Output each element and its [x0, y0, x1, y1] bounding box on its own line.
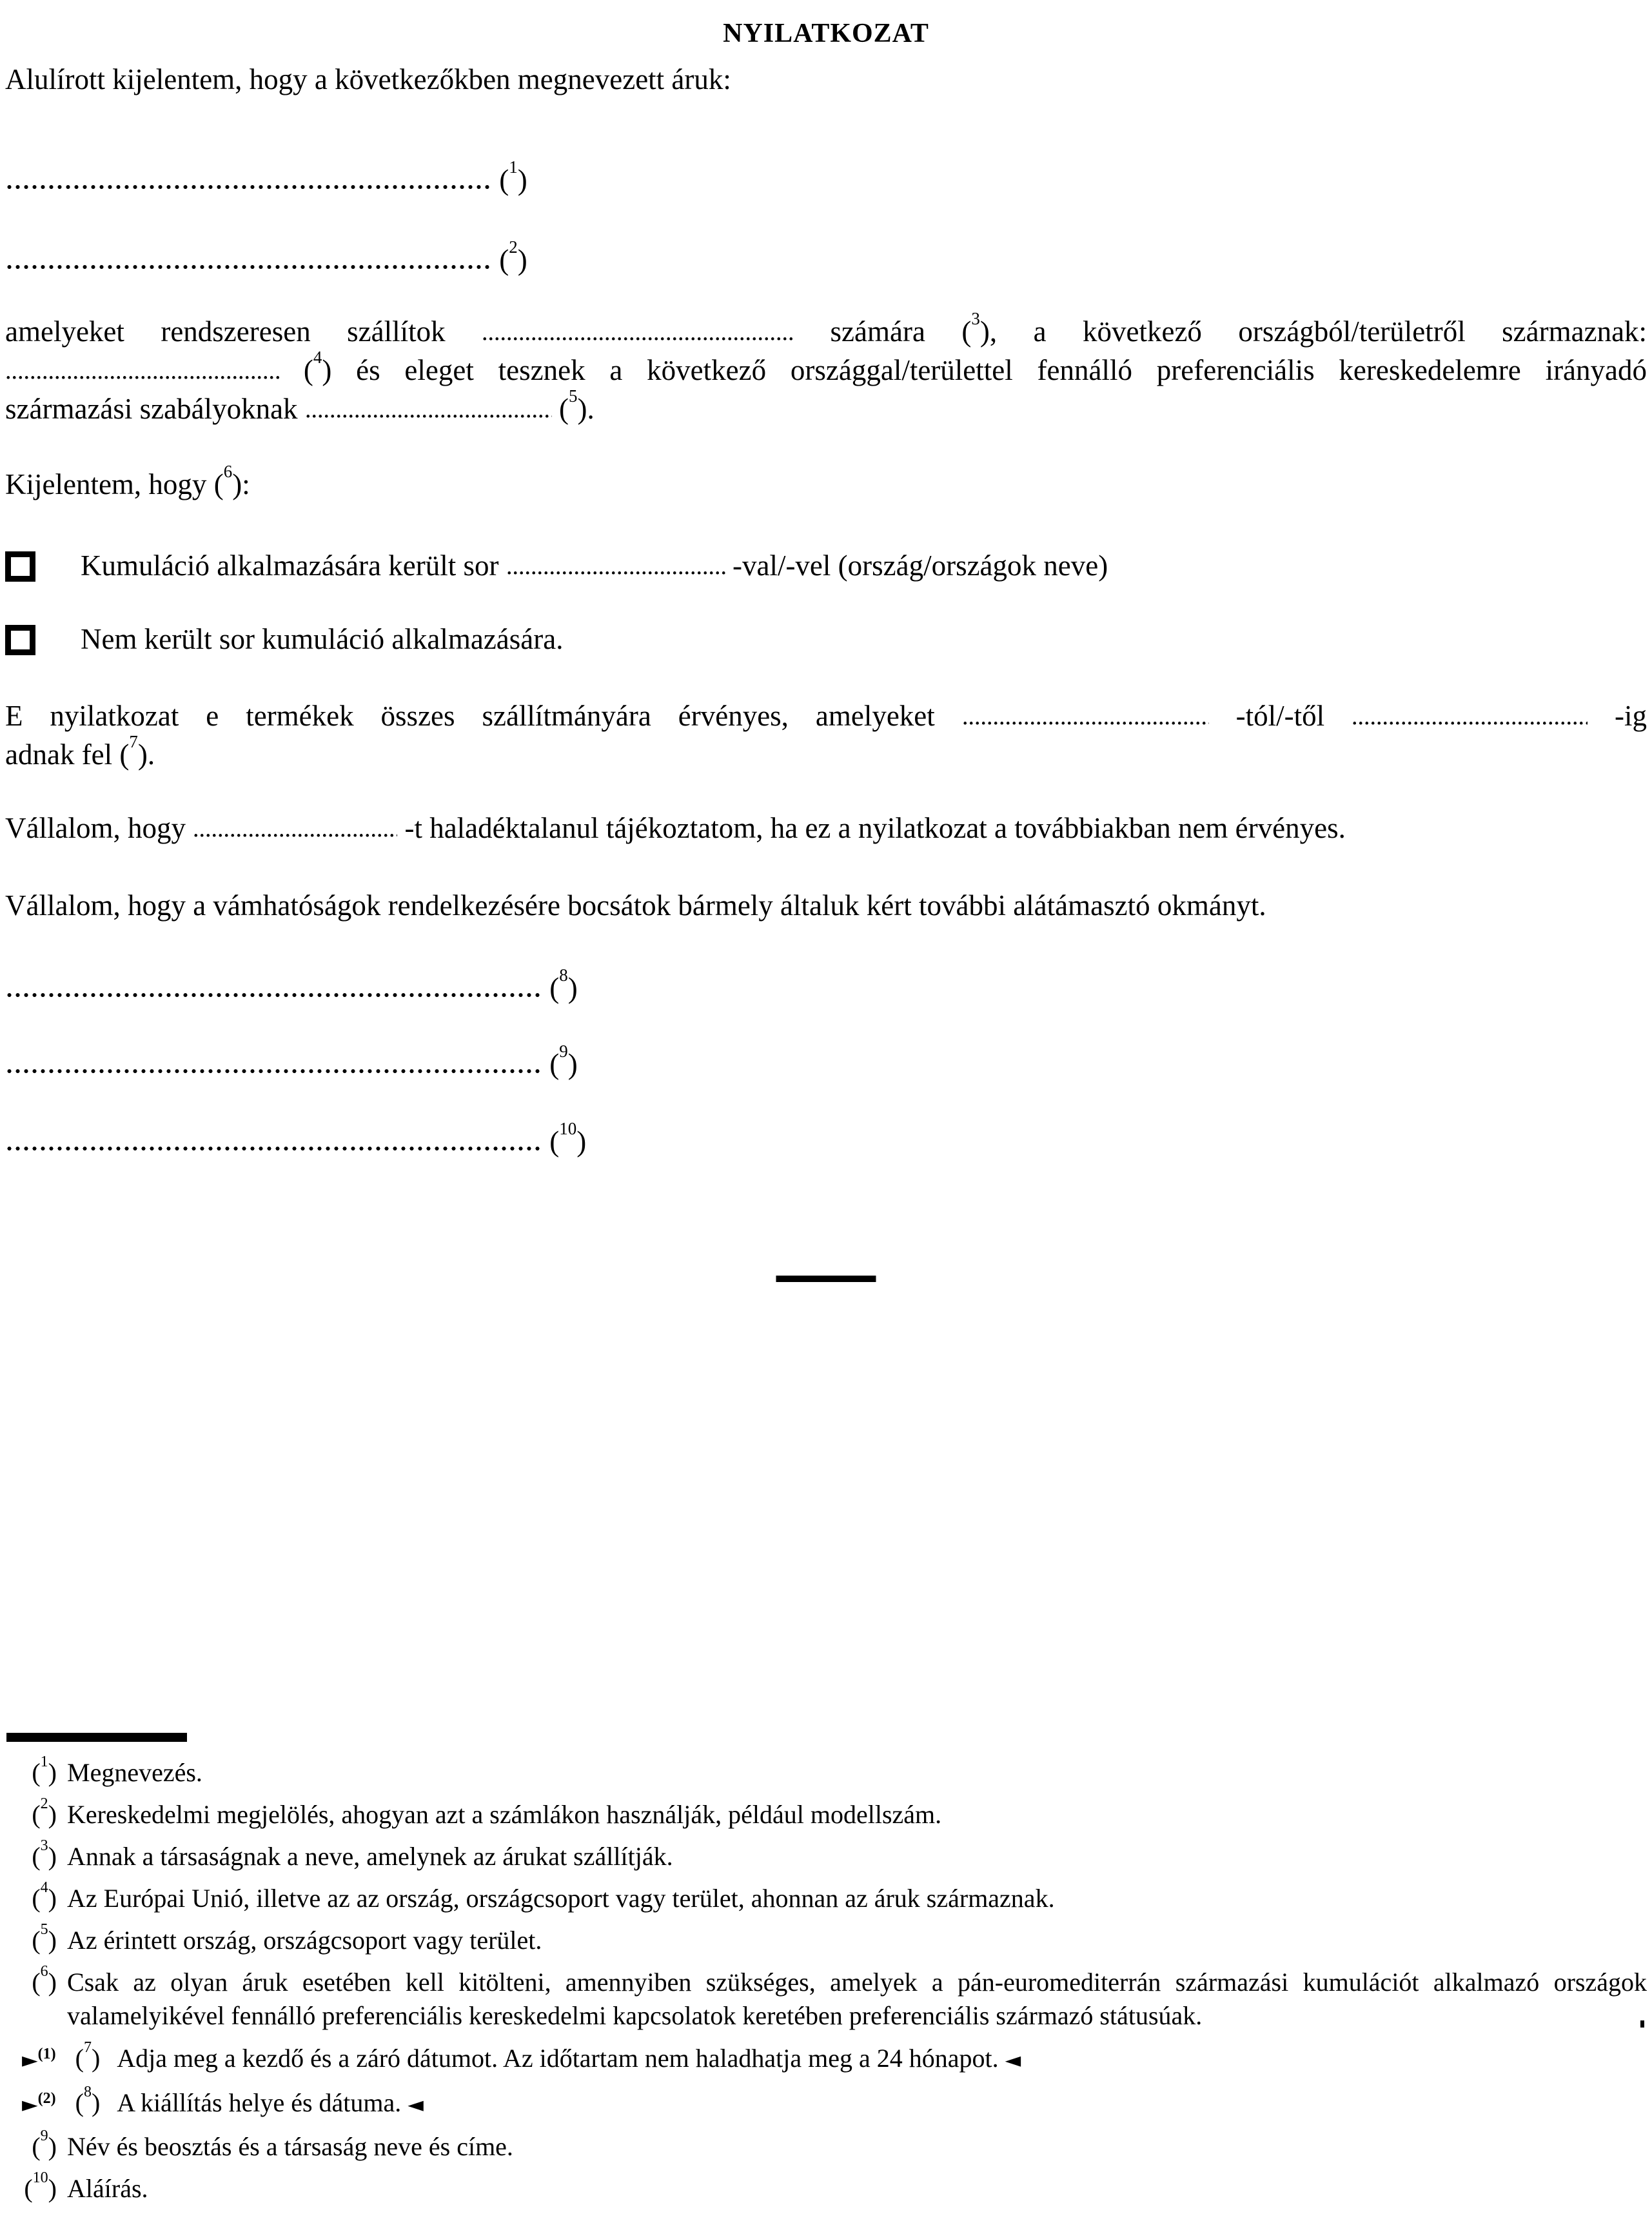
checkbox-cumulation-applied[interactable] [5, 551, 35, 582]
blank-line-2 [5, 237, 1647, 280]
amendment-number: (2) [37, 2089, 56, 2107]
validity-line-2-period: . [147, 738, 155, 771]
footnote-3 [5, 1837, 1647, 1873]
validity-from-suffix: -tól/-től [1235, 700, 1325, 732]
footnote-marker: ($^2$) [32, 1795, 57, 1829]
footnote-ref-7: ($^7$) [119, 731, 148, 771]
footnote-ref-8: ($^8$) [549, 965, 578, 1004]
footnote-marker: ($^{10}$) [24, 2169, 57, 2203]
undertaking-notify-post: -t haladéktalanul tájékoztatom, ha ez a nyilatkozat a továbbiakban nem érvényes. [404, 812, 1346, 844]
footnote-marker: ($^8$) [75, 2083, 101, 2117]
option-cumulation-post: -val/-vel (ország/országok neve) [732, 549, 1108, 582]
option-row-cumulation [5, 547, 1647, 584]
supply-line-2 [5, 347, 1647, 390]
dotted-blank-field[interactable] [962, 720, 1209, 726]
dotted-blank-field[interactable] [5, 183, 492, 190]
supply-line-3 [5, 386, 1647, 428]
footnote-text: Név és beosztás és a társaság neve és címe. [67, 2132, 513, 2161]
footnote-text: Annak a társaságnak a neve, amelynek az árukat szállítják. [67, 1842, 673, 1871]
undertaking-notify-pre: Vállalom, hogy [5, 812, 186, 844]
footnote-text: Az Európai Unió, illetve az az ország, országcsoport vagy terület, ahonnan az áruk származnak. [67, 1884, 1055, 1913]
supply-line-3-pre: származási szabályoknak [5, 393, 298, 425]
footnote-marker: ($^4$) [32, 1879, 57, 1913]
footnote-list [5, 1753, 1647, 2206]
option-row-no-cumulation [5, 620, 1647, 658]
footnote-ref-9: ($^9$) [549, 1041, 578, 1080]
blank-line-10 [5, 1118, 1647, 1161]
footnote-text: Megnevezés. [67, 1758, 202, 1787]
footnote-8 [5, 2083, 1647, 2122]
footnote-marker: ($^5$) [32, 1920, 57, 1955]
undertaking-notify [5, 809, 1647, 847]
dotted-blank-field[interactable] [482, 335, 794, 341]
dotted-blank-field[interactable] [5, 374, 279, 380]
blank-line-9 [5, 1041, 1647, 1084]
supply-line-1-post: , a következő országból/területről származnak: [989, 315, 1647, 348]
option-no-cumulation-label: Nem került sor kumuláció alkalmazására. [81, 623, 564, 655]
footnote-ref-10: ($^{10}$) [549, 1118, 587, 1158]
footnote-text: Kereskedelmi megjelölés, ahogyan azt a számlákon használják, például modellszám. [67, 1800, 942, 1829]
dotted-blank-field[interactable] [5, 1067, 542, 1074]
page-title: NYILATKOZAT [723, 19, 929, 48]
footnote-marker: ($^1$) [32, 1753, 57, 1787]
footnote-7 [5, 2038, 1647, 2077]
intro-paragraph: Alulírott kijelentem, hogy a következőkben megnevezett áruk: [5, 63, 731, 95]
declaration-intro-colon: : [242, 468, 250, 500]
footnote-4 [5, 1879, 1647, 1915]
validity-line-1-pre: E nyilatkozat e termékek összes szállítmányára érvényes, amelyeket [5, 700, 935, 732]
footnote-divider [6, 1733, 187, 1742]
footnote-ref-2: ($^2$) [499, 237, 527, 276]
footnote-text: Adja meg a kezdő és a záró dátumot. Az időtartam nem haladhatja meg a 24 hónapot. [117, 2044, 999, 2073]
footnote-ref-6: ($^6$) [213, 461, 242, 500]
option-cumulation-label [81, 547, 1108, 584]
supply-line-3-post: . [587, 393, 595, 425]
amendment-marker-1 [22, 2044, 56, 2073]
footnote-marker: ($^9$) [32, 2127, 57, 2161]
validity-line-2-text: adnak fel [5, 738, 113, 771]
footnote-ref-3: ($^3$) [961, 308, 990, 348]
stray-mark [1640, 2020, 1644, 2028]
supply-line-1 [5, 308, 1647, 351]
supply-line-2-text: és eleget tesznek a következő országgal/területtel fennálló preferenciális kereskedelemre irányadó [356, 354, 1647, 386]
checkbox-no-cumulation[interactable] [5, 625, 35, 655]
footnote-2 [5, 1795, 1647, 1831]
supply-paragraph [5, 308, 1647, 428]
footnote-9 [5, 2127, 1647, 2164]
declaration-intro [5, 461, 1647, 503]
footnote-6 [5, 1962, 1647, 2033]
amendment-end-icon: ◄ [1005, 2048, 1021, 2072]
undertaking-documents: Vállalom, hogy a vámhatóságok rendelkezésére bocsátok bármely általuk kért további alátámasztó okmányt. [5, 889, 1266, 922]
validity-to-suffix: -ig [1615, 700, 1647, 732]
dotted-blank-field[interactable] [5, 991, 542, 998]
amendment-number: (1) [37, 2045, 56, 2062]
amendment-marker-2 [22, 2088, 56, 2117]
amendment-start-icon: ► [22, 2092, 38, 2117]
blank-line-1 [5, 157, 1647, 200]
footnote-marker: ($^3$) [32, 1837, 57, 1871]
dotted-blank-field[interactable] [5, 1145, 542, 1151]
footnote-ref-5: ($^5$) [559, 386, 587, 425]
footnote-1 [5, 1753, 1647, 1790]
footnote-10 [5, 2169, 1647, 2206]
dotted-blank-field[interactable] [193, 832, 397, 838]
footnote-marker: ($^6$) [32, 1962, 57, 1997]
blank-line-8 [5, 965, 1647, 1008]
footnote-text: Aláírás. [67, 2174, 148, 2203]
footnote-5 [5, 1920, 1647, 1957]
amendment-start-icon: ► [22, 2048, 38, 2072]
amendment-end-icon: ◄ [408, 2092, 424, 2117]
footnote-marker: ($^7$) [75, 2038, 101, 2073]
supply-line-1-mid: számára [830, 315, 925, 348]
content-divider [776, 1276, 876, 1282]
option-cumulation-pre: Kumuláció alkalmazására került sor [81, 549, 499, 582]
validity-line-1 [5, 696, 1647, 735]
footnote-text: A kiállítás helye és dátuma. [117, 2088, 402, 2117]
footnote-ref-4: ($^4$) [303, 347, 332, 386]
supply-line-1-pre: amelyeket rendszeresen szállítok [5, 315, 446, 348]
footnote-text: Csak az olyan áruk esetében kell kitölteni, amennyiben szükséges, amelyek a pán-euromediterrán származási kumulációt alkalmazó országok valamelyikével fennálló preferenciális kereskedelmi kapcsolatok keretében preferenciális származó státusúak. [67, 1968, 1647, 2030]
validity-line-2 [5, 731, 1647, 774]
dotted-blank-field[interactable] [305, 413, 552, 419]
dotted-blank-field[interactable] [506, 569, 725, 575]
footnote-text: Az érintett ország, országcsoport vagy terület. [67, 1926, 542, 1955]
dotted-blank-field[interactable] [1352, 720, 1588, 726]
validity-paragraph [5, 696, 1647, 774]
footnote-section [5, 1733, 1647, 2214]
declaration-intro-text: Kijelentem, hogy [5, 468, 207, 500]
footnote-ref-1: ($^1$) [499, 157, 527, 196]
dotted-blank-field[interactable] [5, 263, 492, 270]
